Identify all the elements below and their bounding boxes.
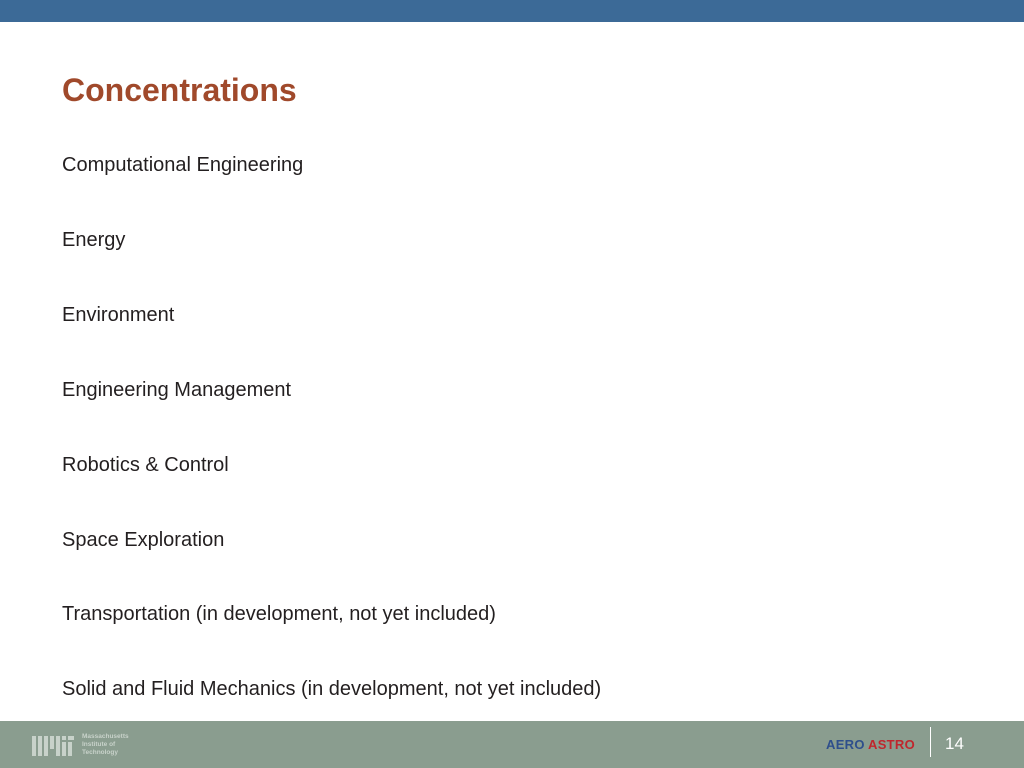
- list-item: Transportation (in development, not yet included): [62, 603, 496, 625]
- mit-wordmark: [82, 733, 129, 757]
- mit-wordmark-line: Institute of: [82, 741, 116, 748]
- mit-logo-icon: [32, 736, 74, 756]
- mit-wordmark-line: Technology: [82, 749, 118, 756]
- list-item: Engineering Management: [62, 379, 292, 401]
- top-accent-bar: [0, 0, 1024, 22]
- aeroastro-logo: [826, 736, 921, 752]
- slide-title: Concentrations: [62, 72, 297, 108]
- slide-footer: [0, 721, 1024, 768]
- footer-divider: [930, 727, 931, 757]
- astro-wordmark: ASTRO: [868, 737, 915, 752]
- mit-wordmark-line: Massachusetts: [82, 733, 129, 740]
- list-item: Energy: [62, 229, 126, 251]
- list-item: Computational Engineering: [62, 154, 304, 176]
- aero-wordmark: AERO: [826, 737, 865, 752]
- list-item: Solid and Fluid Mechanics (in development, not yet included): [62, 678, 602, 700]
- list-item: Environment: [62, 304, 175, 326]
- list-item: Space Exploration: [62, 529, 225, 551]
- page-number: 14: [945, 734, 964, 753]
- list-item: Robotics & Control: [62, 454, 229, 476]
